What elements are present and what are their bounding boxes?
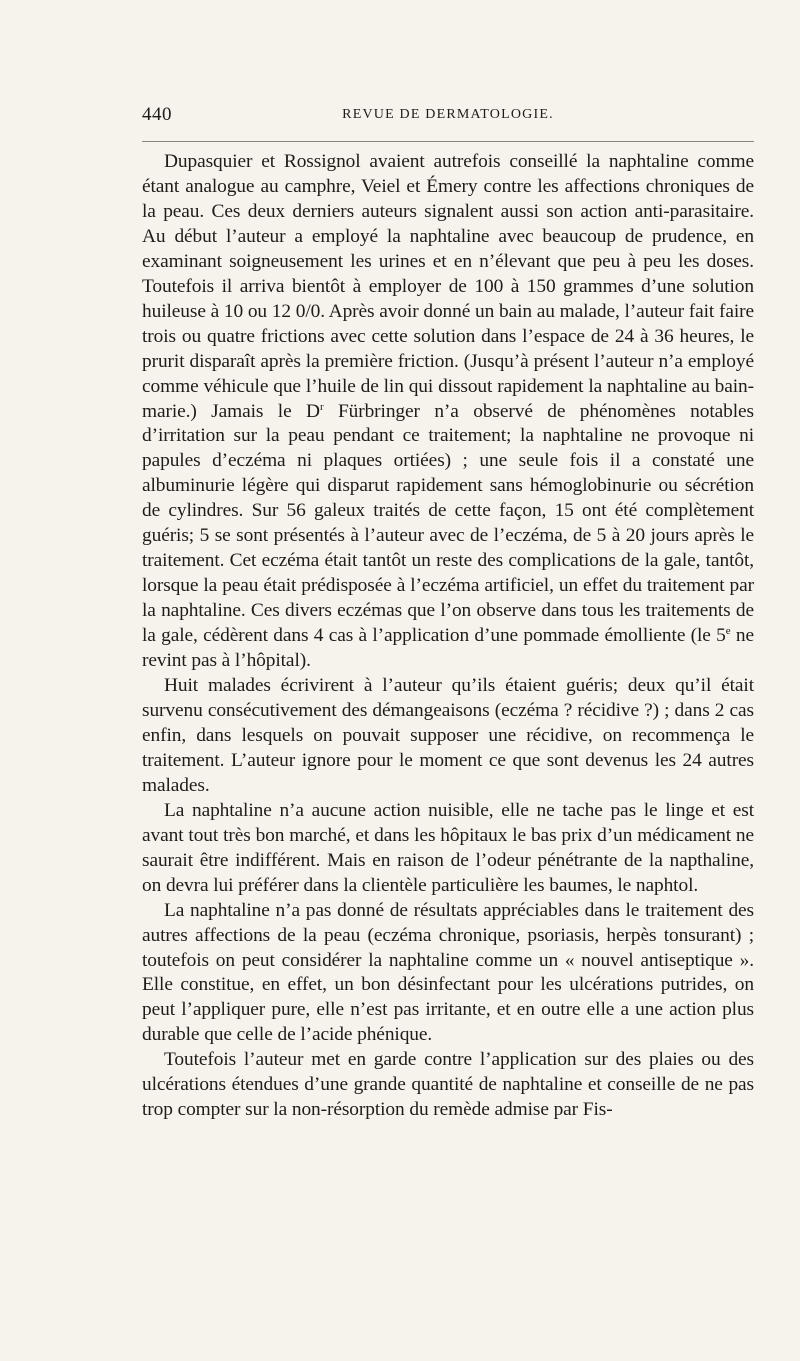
header-rule <box>142 141 754 142</box>
page-number: 440 <box>142 104 172 125</box>
paragraph-2: Huit malades écrivirent à l’auteur qu’ils étaient guéris; deux qu’il était survenu consécutivement des démangeaisons (eczéma ? récidive ?) ; dans 2 cas enfin, dans lesquels on pouvait supposer une récidive, on recommença le traitement. L’auteur ignore pour le moment ce que sont devenus les 24 autres malades. <box>142 675 754 796</box>
paragraph-4: La naphtaline n’a pas donné de résultats appréciables dans le traitement des autres affections de la peau (eczéma chronique, psoriasis, herpès tonsurant) ; toutefois on peut considérer la naphtaline comme un « nouvel antiseptique ». Elle constitue, en effet, un bon désinfectant pour les ulcérations putrides, on peut l’appliquer pure, elle n’est pas irritante, et en outre elle a une action plus durable que celle de l’acide phénique. <box>142 899 754 1046</box>
paragraph-1-part-c: ne revint pas à l’hôpital). <box>142 625 754 672</box>
paragraph-1-part-b: Fürbringer n’a observé de phénomènes notables d’irritation sur la peau pendant ce traitement; la naphtaline ne provoque ni papules d’eczéma ni plaques ortiées) ; une seule fois il a constaté une albuminurie légère qui disparut rapidement sans hémoglobinurie ou sécrétion de cylindres. Sur 56 galeux traités de cette façon, 15 ont été complètement guéris; 5 se sont présentés à l’auteur avec de l’eczéma, de 5 à 20 jours après le traitement. Cet eczéma était tantôt un reste des complications de la gale, tantôt, lorsque la peau était prédisposée à l’eczéma artificiel, un effet du traitement par la naphtaline. Ces divers eczémas que l’on observe dans tous les traitements de la gale, cédèrent dans 4 cas à l’application d’une pommade émolliente (le 5 <box>142 400 754 647</box>
body-text <box>142 150 754 1123</box>
running-title: REVUE DE DERMATOLOGIE. <box>342 107 554 122</box>
paragraph-5: Toutefois l’auteur met en garde contre l’application sur des plaies ou des ulcérations étendues d’une grande quantité de naphtaline et conseille de ne pas trop compter sur la non-résorption du remède admise par Fis- <box>142 1049 754 1121</box>
paragraph-1 <box>142 150 754 674</box>
paragraph-1-part-a: Dupasquier et Rossignol avaient autrefois conseillé la naphtaline comme étant analogue au camphre, Veiel et Émery contre les affections chroniques de la peau. Ces deux derniers auteurs signalent aussi son action anti-parasitaire. Au début l’auteur a employé la naphtaline avec beaucoup de prudence, en examinant soigneusement les urines et en n’élevant que peu à peu les doses. Toutefois il arriva bientôt à employer de 100 à 150 grammes d’une solution huileuse à 10 ou 12 0/0. Après avoir donné un bain au malade, l’auteur fait faire trois ou quatre frictions avec cette solution dans l’espace de 24 à 36 heures, le prurit disparaît après la première friction. (Jusqu’à présent l’auteur n’a employé comme véhicule que l’huile de lin qui dissout rapidement la naphtaline au bain-marie.) Jamais le D <box>142 151 754 422</box>
superscript-ordinal: e <box>725 625 731 638</box>
paragraph-3: La naphtaline n’a aucune action nuisible, elle ne tache pas le linge et est avant tout très bon marché, et dans les hôpitaux le bas prix d’un médicament ne saurait être indifférent. Mais en raison de l’odeur pénétrante de la napthaline, on devra lui préférer dans la clientèle particulière les baumes, le naphtol. <box>142 799 754 896</box>
superscript-dr: r <box>319 400 324 413</box>
page-header <box>142 104 754 132</box>
